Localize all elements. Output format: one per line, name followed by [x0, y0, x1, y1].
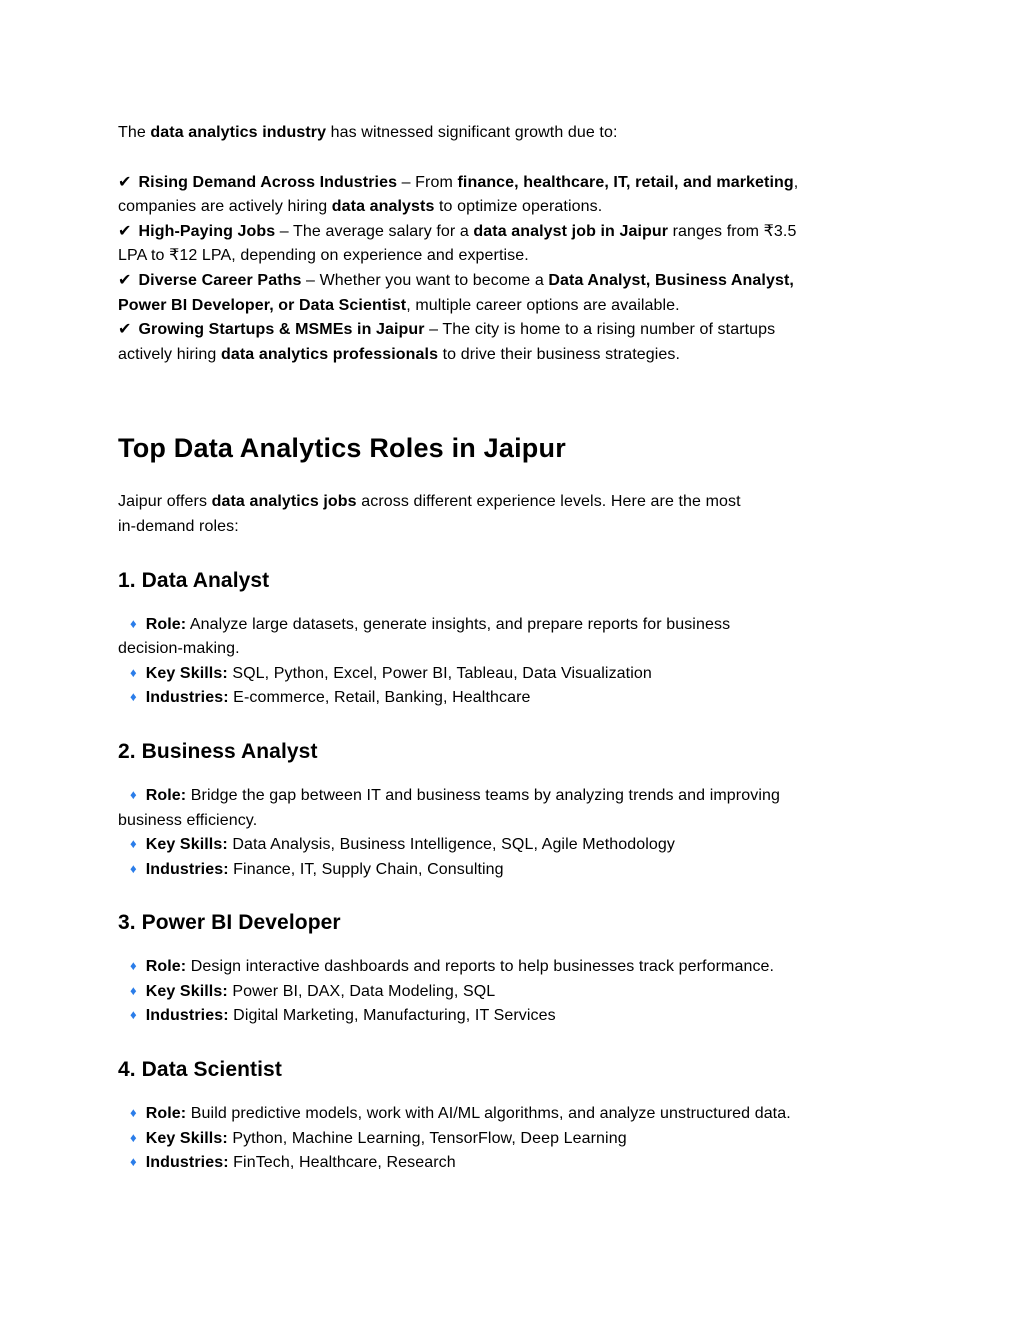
- bullet-label: Industries:: [145, 860, 229, 878]
- bullet-text: Python, Machine Learning, TensorFlow, Deep Learning: [232, 1129, 627, 1147]
- bullet-text: Design interactive dashboards and reports to help businesses track performance.: [190, 958, 775, 976]
- highlight-text: Rising Demand Across Industries – From finance, healthcare, IT, retail, and marketing, companies are actively hiring data analysts to optimize operations.: [118, 173, 799, 216]
- bullet-item-key-skills: [118, 1127, 918, 1152]
- bullet-list: [118, 613, 918, 711]
- highlight-item: [118, 171, 918, 220]
- diamond-bullet-icon: ♦: [130, 664, 137, 680]
- check-icon: ✔: [118, 173, 132, 191]
- diamond-bullet-icon: ♦: [130, 615, 137, 631]
- bullet-text: Bridge the gap between IT and business teams by analyzing trends and improving business efficiency.: [118, 786, 780, 829]
- page-title: Top Data Analytics Roles in Jaipur: [118, 433, 566, 464]
- bullet-item-industries: [118, 1151, 918, 1176]
- diamond-bullet-icon: ♦: [130, 689, 137, 705]
- highlight-text: Diverse Career Paths – Whether you want to become a Data Analyst, Business Analyst, Power BI Developer, or Data Scientist, multiple career options are available.: [118, 271, 794, 314]
- bullet-item-role: [118, 784, 918, 833]
- bullet-label: Role:: [145, 958, 187, 976]
- diamond-bullet-icon: ♦: [130, 786, 137, 802]
- highlight-item: [118, 269, 918, 318]
- bullet-label: Role:: [145, 1105, 187, 1123]
- diamond-bullet-icon: ♦: [130, 958, 137, 974]
- bullet-text: FinTech, Healthcare, Research: [233, 1154, 456, 1172]
- bullet-list: [118, 955, 918, 1029]
- role-title: 1. Data Analyst: [118, 568, 270, 592]
- bullet-text: Power BI, DAX, Data Modeling, SQL: [232, 982, 496, 1000]
- role-title: 4. Data Scientist: [118, 1058, 282, 1082]
- highlight-text: Growing Startups & MSMEs in Jaipur – The city is home to a rising number of startups actively hiring data analytics professionals to drive their business strategies.: [118, 321, 776, 363]
- check-icon: ✔: [118, 222, 132, 240]
- bullet-label: Industries:: [145, 1154, 229, 1172]
- bullet-text: Digital Marketing, Manufacturing, IT Services: [233, 1007, 556, 1025]
- role-title: 2. Business Analyst: [118, 739, 318, 763]
- bullet-text: Analyze large datasets, generate insights, and prepare reports for business decision-making.: [118, 615, 731, 658]
- bullet-label: Role:: [145, 786, 187, 804]
- diamond-bullet-icon: ♦: [130, 860, 137, 876]
- highlight-item: [118, 220, 918, 269]
- bullet-label: Key Skills:: [145, 1129, 228, 1147]
- role-section-business-analyst: [118, 738, 918, 882]
- bullet-label: Industries:: [145, 689, 229, 707]
- intro-paragraph: The data analytics industry has witnessed significant growth due to:: [118, 124, 618, 141]
- bullet-item-role: [118, 955, 918, 980]
- bullet-item-industries: [118, 686, 918, 711]
- bullet-text: E-commerce, Retail, Banking, Healthcare: [233, 689, 531, 707]
- bullet-label: Key Skills:: [145, 836, 228, 854]
- bullet-label: Industries:: [145, 1007, 229, 1025]
- bullet-item-key-skills: [118, 833, 918, 858]
- diamond-bullet-icon: ♦: [130, 1105, 137, 1121]
- check-icon: ✔: [118, 271, 132, 289]
- highlights-block: [118, 171, 918, 368]
- bullet-list: [118, 784, 918, 882]
- role-section-power-bi-developer: [118, 909, 918, 1029]
- bullet-item-industries: [118, 1004, 918, 1029]
- role-section-data-scientist: [118, 1056, 918, 1176]
- bullet-item-key-skills: [118, 980, 918, 1005]
- bullet-text: Build predictive models, work with AI/ML algorithms, and analyze unstructured data.: [190, 1105, 791, 1123]
- diamond-bullet-icon: ♦: [130, 1007, 137, 1023]
- bullet-item-role: [118, 613, 918, 662]
- bullet-list: [118, 1102, 918, 1176]
- bullet-label: Key Skills:: [145, 982, 228, 1000]
- check-icon: ✔: [118, 321, 132, 339]
- diamond-bullet-icon: ♦: [130, 982, 137, 998]
- diamond-bullet-icon: ♦: [130, 836, 137, 852]
- roles-intro-paragraph: Jaipur offers data analytics jobs across different experience levels. Here are the most in-demand roles:: [118, 493, 741, 535]
- diamond-bullet-icon: ♦: [130, 1154, 137, 1170]
- diamond-bullet-icon: ♦: [130, 1129, 137, 1145]
- bullet-label: Key Skills:: [145, 664, 228, 682]
- bullet-item-key-skills: [118, 662, 918, 687]
- highlight-text: High-Paying Jobs – The average salary for a data analyst job in Jaipur ranges from ₹3.5 LPA to ₹12 LPA, depending on experience and expertise.: [118, 222, 797, 265]
- bullet-text: Finance, IT, Supply Chain, Consulting: [233, 860, 504, 878]
- role-title: 3. Power BI Developer: [118, 911, 341, 935]
- bullet-item-industries: [118, 858, 918, 883]
- highlight-item: [118, 318, 918, 367]
- bullet-text: SQL, Python, Excel, Power BI, Tableau, Data Visualization: [232, 664, 652, 682]
- role-section-data-analyst: [118, 567, 918, 711]
- bullet-text: Data Analysis, Business Intelligence, SQL, Agile Methodology: [232, 836, 676, 854]
- bullet-label: Role:: [145, 615, 187, 633]
- bullet-item-role: [118, 1102, 918, 1127]
